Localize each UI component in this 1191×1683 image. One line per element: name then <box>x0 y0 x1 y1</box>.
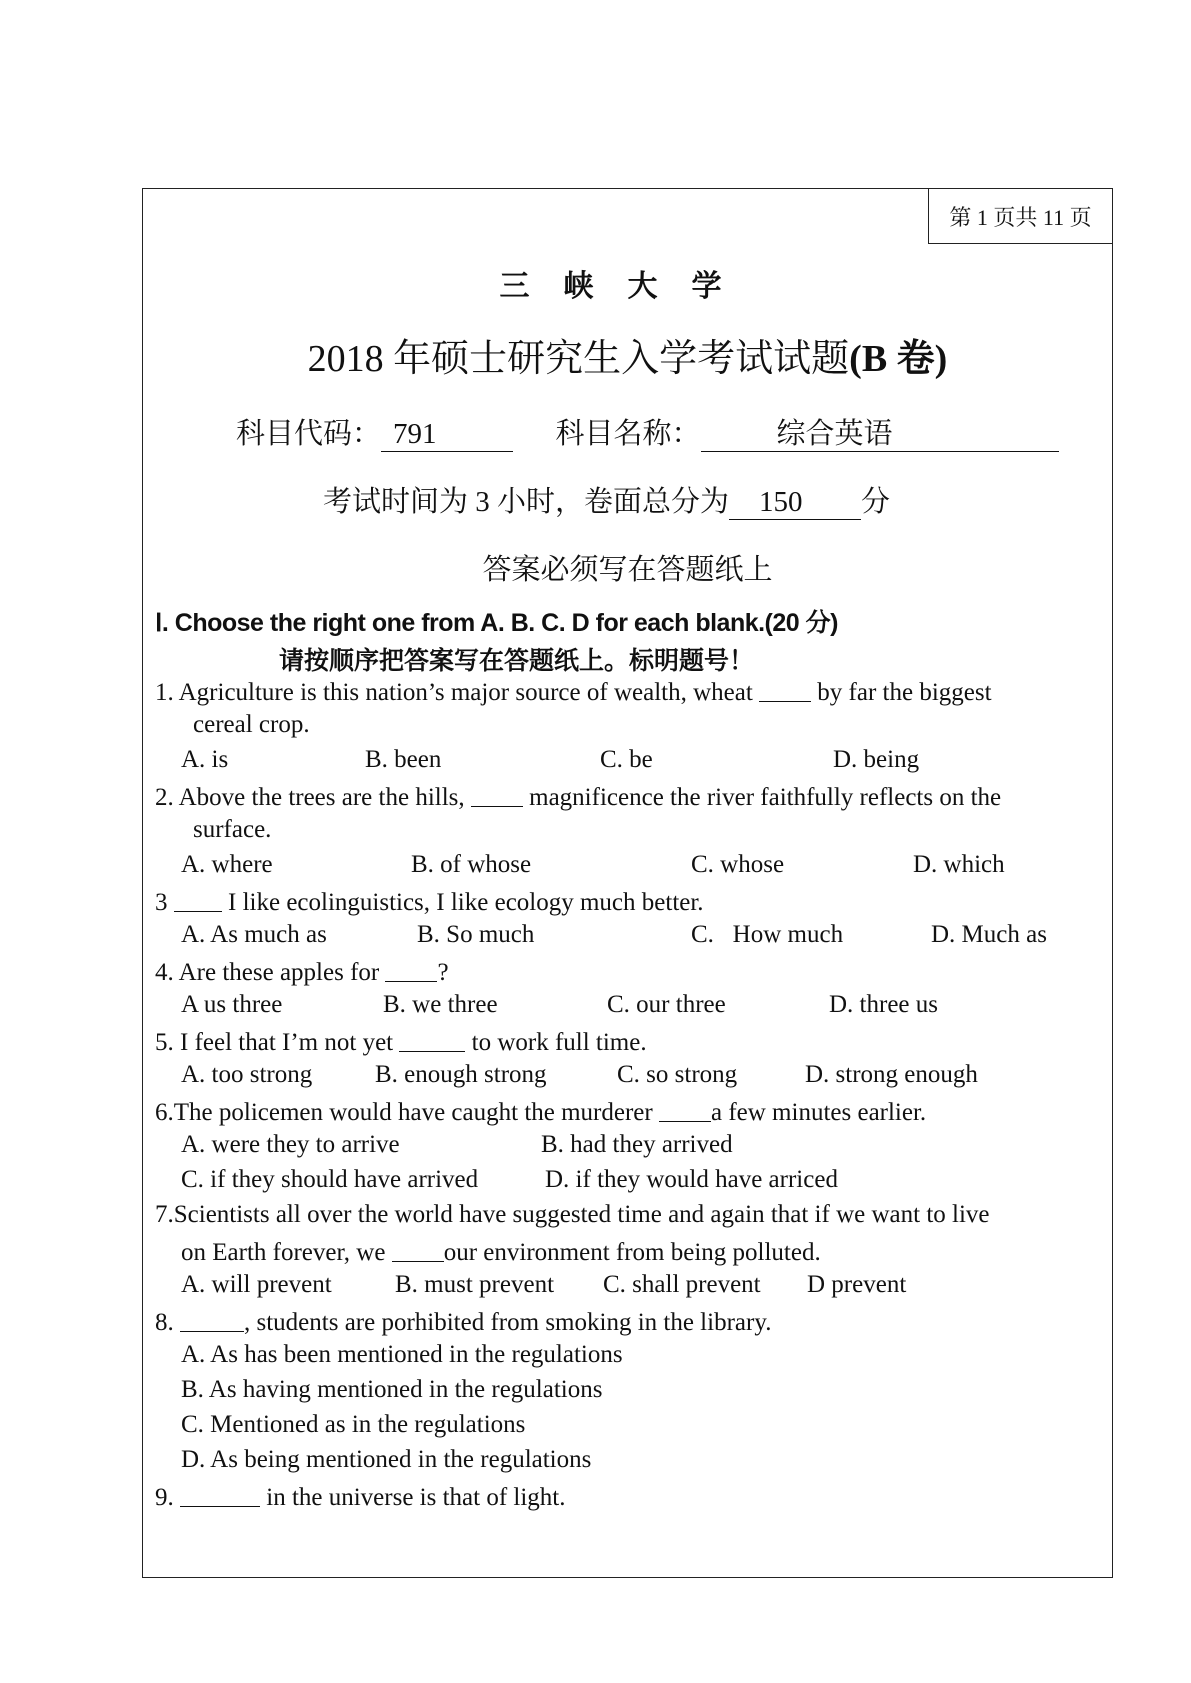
question-text: in the universe is that of light. <box>266 1484 566 1511</box>
question-text: , students are porhibited from smoking in the library. <box>244 1309 772 1336</box>
question-7-continuation <box>181 1236 821 1267</box>
option: C. How much <box>691 921 844 948</box>
answer-note: 答案必须写在答题纸上 <box>482 554 773 586</box>
option: D. three us <box>829 991 938 1018</box>
option: D. if they would have arriced <box>545 1166 838 1193</box>
subject-line <box>236 411 1059 452</box>
option: A. were they to arrive <box>181 1131 400 1158</box>
question-text: on Earth forever, we <box>181 1239 386 1266</box>
duration-line <box>323 479 890 520</box>
question-text: 1. Agriculture is this nation’s major source of wealth, wheat <box>155 679 753 706</box>
subject-code-label: 科目代码： <box>236 418 382 450</box>
option: D. being <box>833 746 920 773</box>
page-indicator: 第 1 页共 11 页 <box>928 188 1113 244</box>
option: B. of whose <box>411 851 532 878</box>
question-4-stem <box>155 956 449 987</box>
option: B. enough strong <box>375 1061 547 1088</box>
question-9-stem <box>155 1481 566 1512</box>
question-1-stem <box>155 676 992 707</box>
question-8-stem <box>155 1306 771 1337</box>
score-unit: 分 <box>861 486 891 518</box>
question-text: 9. <box>155 1484 174 1511</box>
section-title: Ⅰ. Choose the right one from A. B. C. D for each blank.(20 分) <box>155 609 838 637</box>
answer-blank <box>180 1306 244 1332</box>
question-1-continuation: cereal crop. <box>193 711 310 738</box>
option: A. will prevent <box>181 1271 332 1298</box>
exam-title <box>143 327 1112 382</box>
option: A. As has been mentioned in the regulations <box>181 1341 623 1368</box>
option: A. too strong <box>181 1061 313 1088</box>
question-text: our environment from being polluted. <box>443 1239 821 1266</box>
answer-blank <box>385 956 437 982</box>
option: A. is <box>181 746 229 773</box>
option: A. As much as <box>181 921 327 948</box>
question-5-stem <box>155 1026 647 1057</box>
exam-page-frame <box>142 188 1113 1578</box>
option: A. where <box>181 851 273 878</box>
option: B. must prevent <box>395 1271 555 1298</box>
option: B. So much <box>417 921 535 948</box>
question-text: I like ecolinguistics, I like ecology much better. <box>228 889 704 916</box>
option: D prevent <box>807 1271 907 1298</box>
question-text: 4. Are these apples for <box>155 959 380 986</box>
option: C. shall prevent <box>603 1271 761 1298</box>
exam-title-main: 2018 年硕士研究生入学考试试题 <box>307 338 850 380</box>
option: C. be <box>600 746 653 773</box>
answer-blank <box>392 1236 444 1262</box>
question-7-stem: 7.Scientists all over the world have suggested time and again that if we want to live <box>155 1201 990 1228</box>
option: C. whose <box>691 851 785 878</box>
option: C. if they should have arrived <box>181 1166 479 1193</box>
question-2-continuation: surface. <box>193 816 272 843</box>
duration-text: 考试时间为 3 小时，卷面总分为 <box>323 486 730 518</box>
question-2-stem <box>155 781 1001 812</box>
option: D. which <box>913 851 1005 878</box>
option: B. been <box>365 746 442 773</box>
answer-blank <box>174 886 222 912</box>
question-text: 3 <box>155 889 168 916</box>
option: C. Mentioned as in the regulations <box>181 1411 526 1438</box>
total-score: 150 <box>729 487 861 520</box>
option: D. As being mentioned in the regulations <box>181 1446 592 1473</box>
answer-blank <box>180 1481 260 1507</box>
question-text: ? <box>437 959 449 986</box>
subject-code: 791 <box>381 419 513 452</box>
question-6-stem <box>155 1096 926 1127</box>
question-3-stem <box>155 886 704 917</box>
question-text: a few minutes earlier. <box>710 1099 927 1126</box>
question-text: 2. Above the trees are the hills, <box>155 784 465 811</box>
option: C. so strong <box>617 1061 738 1088</box>
option: D. Much as <box>931 921 1047 948</box>
option: B. had they arrived <box>541 1131 733 1158</box>
option: B. we three <box>383 991 498 1018</box>
answer-blank <box>471 781 523 807</box>
option: C. our three <box>607 991 726 1018</box>
question-text: 6.The policemen would have caught the murderer <box>155 1099 653 1126</box>
question-text: to work full time. <box>471 1029 647 1056</box>
option: B. As having mentioned in the regulations <box>181 1376 603 1403</box>
option: A us three <box>181 991 283 1018</box>
exam-paper-label: (B 卷) <box>849 338 948 380</box>
question-text: 5. I feel that I’m not yet <box>155 1029 394 1056</box>
answer-blank <box>659 1096 711 1122</box>
section-instruction: 请按顺序把答案写在答题纸上。标明题号！ <box>279 646 755 675</box>
subject-name-label: 科目名称： <box>555 418 701 450</box>
question-text: by far the biggest <box>817 679 992 706</box>
answer-blank <box>399 1026 465 1052</box>
question-text: 8. <box>155 1309 174 1336</box>
question-text: magnificence the river faithfully reflects on the <box>529 784 1002 811</box>
option: D. strong enough <box>805 1061 978 1088</box>
subject-name: 综合英语 <box>701 419 1059 452</box>
university-name: 三峡大学 <box>499 269 756 304</box>
answer-blank <box>759 676 811 702</box>
